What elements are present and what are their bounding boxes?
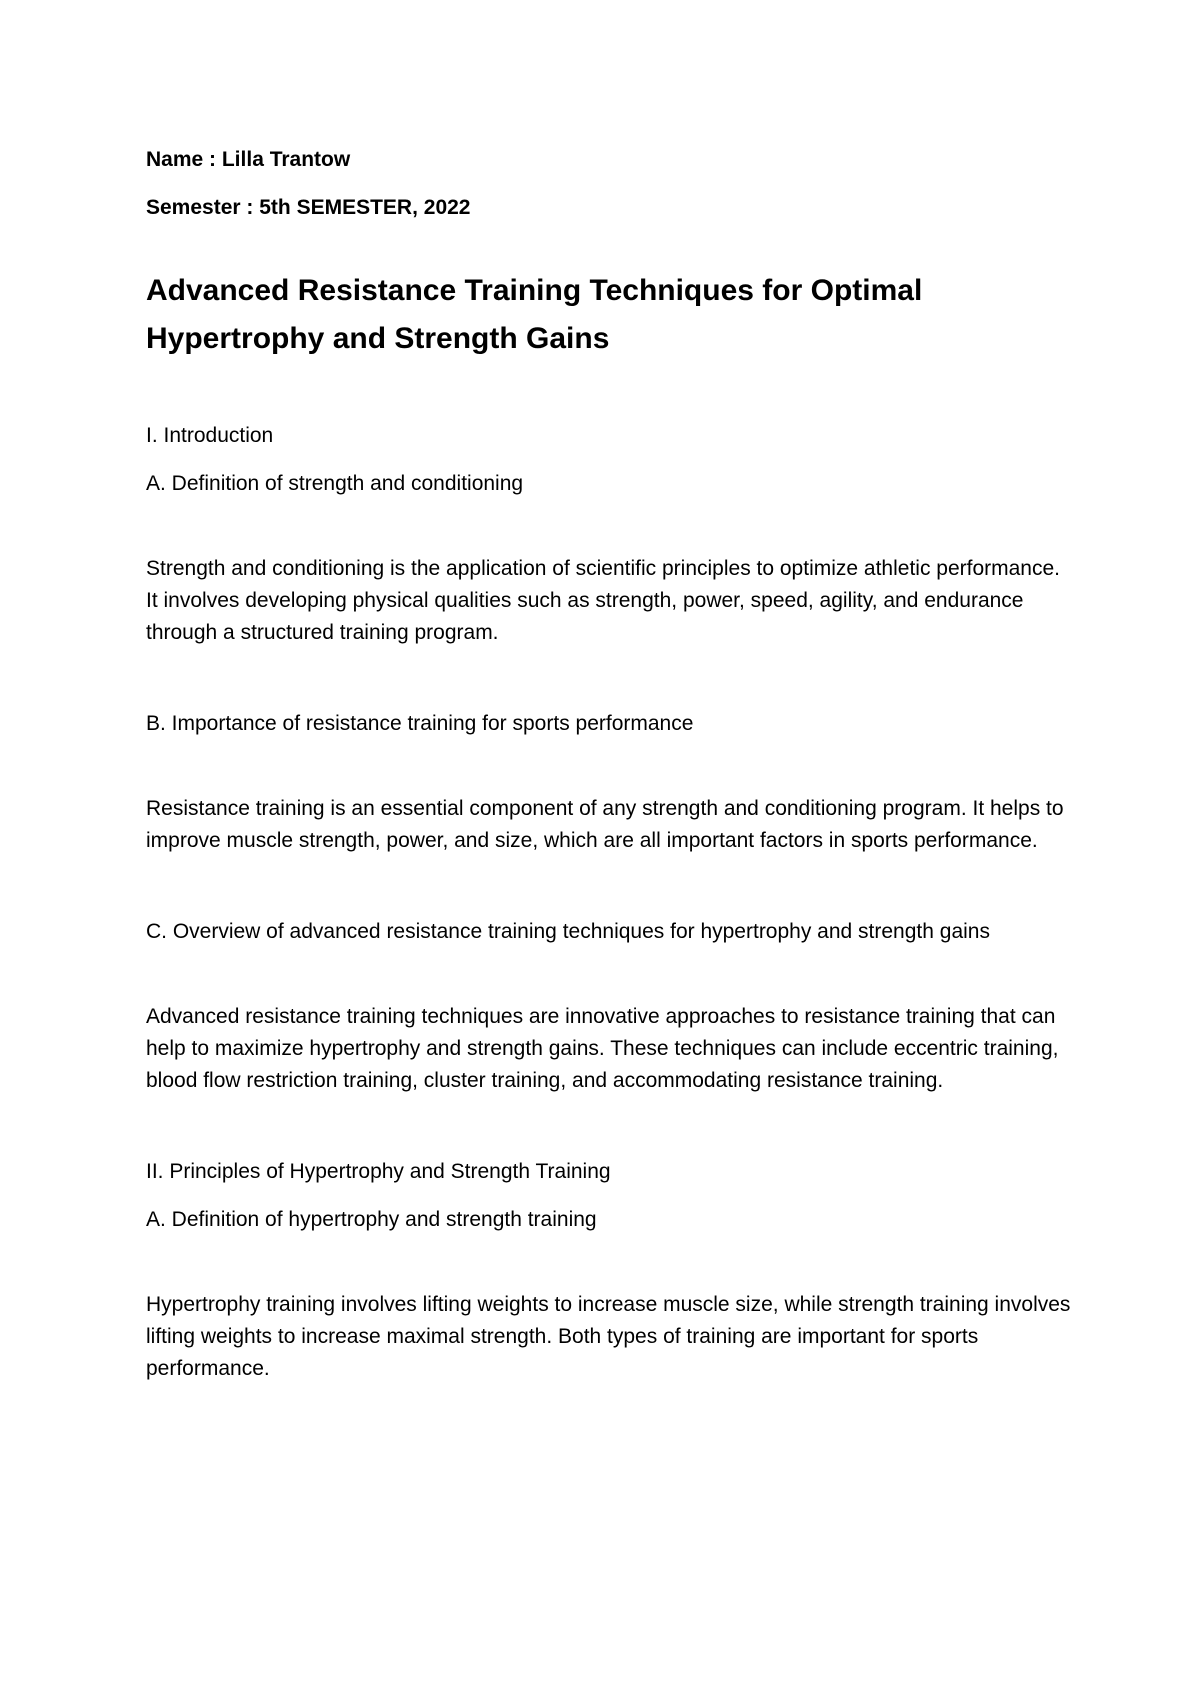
name-label: Name : [146, 148, 222, 171]
student-name-line [146, 145, 1076, 175]
semester-label: Semester : [146, 196, 260, 219]
name-value: Lilla Trantow [221, 148, 351, 171]
subsection-heading-overview-advanced: C. Overview of advanced resistance training techniques for hypertrophy and strength gains [146, 920, 990, 943]
semester-value: 5th SEMESTER, 2022 [259, 196, 471, 219]
semester-line [146, 193, 1076, 223]
paragraph-importance-rt: Resistance training is an essential component of any strength and conditioning program. It helps to improve muscle strength, power, and size, which are all important factors in sports performance. [146, 797, 1064, 852]
paragraph-definition-sc: Strength and conditioning is the application of scientific principles to optimize athletic performance. It involves developing physical qualities such as strength, power, speed, agility, and endurance through a structured training program. [146, 557, 1061, 644]
subsection-heading-importance-rt: B. Importance of resistance training for sports performance [146, 712, 694, 735]
section-heading-principles: II. Principles of Hypertrophy and Strength Training [146, 1160, 611, 1183]
paragraph-overview-advanced: Advanced resistance training techniques are innovative approaches to resistance training that can help to maximize hypertrophy and strength gains. These techniques can include eccentric training, blood flow restriction training, cluster training, and accommodating resistance training. [146, 1005, 1059, 1092]
subsection-heading-definition-sc: A. Definition of strength and conditioning [146, 472, 524, 495]
subsection-heading-definition-hypertrophy: A. Definition of hypertrophy and strength training [146, 1208, 597, 1231]
paragraph-definition-hypertrophy: Hypertrophy training involves lifting weights to increase muscle size, while strength training involves lifting weights to increase maximal strength. Both types of training are important for sports performance. [146, 1293, 1071, 1380]
document-body [146, 145, 1076, 1445]
document-title: Advanced Resistance Training Techniques for Optimal Hypertrophy and Strength Gains [146, 274, 923, 355]
section-heading-introduction: I. Introduction [146, 424, 274, 447]
